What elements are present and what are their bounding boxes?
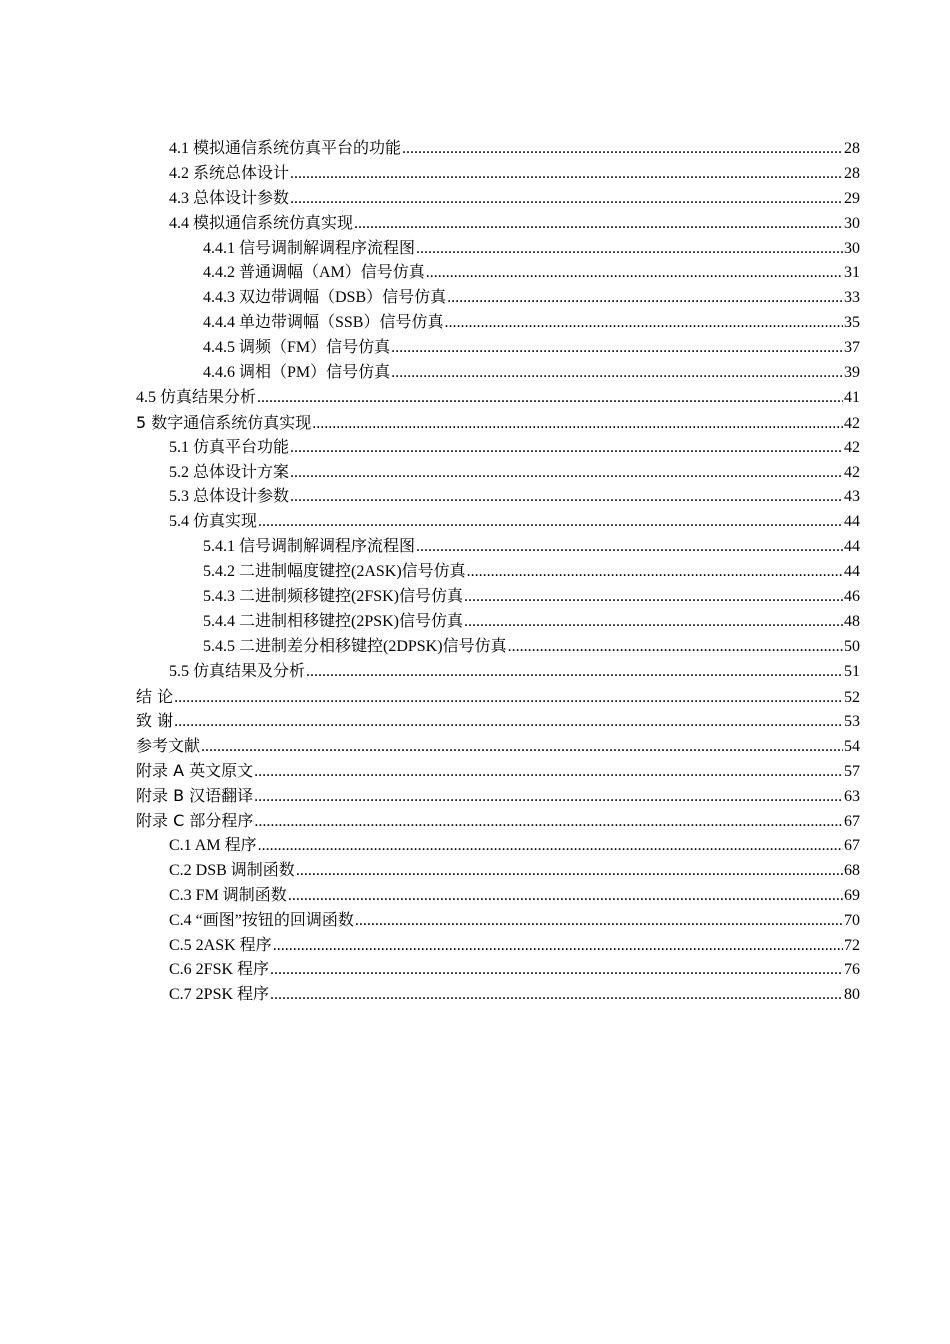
toc-entry-page-number: 67 [844, 813, 860, 831]
toc-entry-page-number: 37 [844, 339, 860, 357]
toc-entry-page-number: 50 [844, 637, 860, 655]
toc-entry[interactable] [136, 734, 860, 759]
toc-entry[interactable] [136, 709, 860, 734]
toc-entry-page-number: 53 [844, 713, 860, 731]
toc-entry-page-number: 44 [844, 563, 860, 581]
toc-entry-title: 4.4.1 信号调制解调程序流程图 [203, 239, 416, 257]
toc-dot-leader [296, 859, 843, 884]
toc-entry[interactable] [136, 311, 860, 336]
toc-entry-title: C.7 2PSK 程序 [169, 986, 270, 1004]
toc-entry[interactable] [136, 436, 860, 461]
toc-entry-title: 5.4.1 信号调制解调程序流程图 [203, 538, 416, 556]
toc-entry[interactable] [136, 461, 860, 486]
toc-entry-title: C.3 FM 调制函数 [169, 886, 287, 904]
toc-entry-page-number: 42 [844, 463, 860, 481]
toc-entry-title: C.2 DSB 调制函数 [169, 861, 295, 879]
toc-dot-leader [402, 137, 843, 162]
toc-entry[interactable] [136, 784, 860, 809]
toc-entry-title: 5.3 总体设计参数 [169, 488, 290, 506]
toc-dot-leader [254, 810, 843, 835]
toc-entry-title: 4.1 模拟通信系统仿真平台的功能 [169, 140, 402, 157]
toc-entry[interactable] [136, 660, 860, 685]
toc-dot-leader [508, 635, 843, 660]
toc-entry-title: 4.4.2 普通调幅（AM）信号仿真 [203, 264, 425, 282]
toc-dot-leader [273, 934, 843, 959]
toc-entry[interactable] [136, 162, 860, 187]
toc-dot-leader [290, 187, 843, 212]
toc-entry-title: 4.4.5 调频（FM）信号仿真 [203, 339, 391, 357]
toc-entry-title: 附录 B 汉语翻译 [136, 786, 254, 806]
toc-entry-title: 附录 A 英文原文 [136, 761, 254, 781]
toc-entry-page-number: 28 [844, 164, 860, 182]
toc-entry-title: 5.5 仿真结果及分析 [169, 662, 306, 680]
toc-entry-page-number: 28 [844, 140, 860, 157]
toc-entry-page-number: 48 [844, 612, 860, 630]
toc-entry[interactable] [136, 187, 860, 212]
toc-entry-title: C.6 2FSK 程序 [169, 961, 270, 979]
toc-entry-page-number: 57 [844, 763, 860, 781]
toc-entry[interactable] [136, 386, 860, 411]
toc-entry[interactable] [136, 560, 860, 585]
toc-entry-page-number: 69 [844, 886, 860, 904]
toc-entry-title: 5.4.5 二进制差分相移键控(2DPSK)信号仿真 [203, 637, 507, 655]
toc-entry-page-number: 46 [844, 588, 860, 606]
toc-entry[interactable] [136, 809, 860, 834]
toc-entry-page-number: 80 [844, 986, 860, 1004]
toc-entry-title: 4.4 模拟通信系统仿真实现 [169, 214, 354, 232]
toc-entry-page-number: 68 [844, 861, 860, 879]
toc-entry-title: 4.4.4 单边带调幅（SSB）信号仿真 [203, 314, 444, 332]
toc-entry-title: 附录 C 部分程序 [136, 811, 254, 831]
toc-dot-leader [391, 361, 843, 386]
toc-entry[interactable] [136, 884, 860, 909]
toc-entry-page-number: 76 [844, 961, 860, 979]
toc-entry[interactable] [136, 759, 860, 784]
toc-entry-title: 5.4.2 二进制幅度键控(2ASK)信号仿真 [203, 563, 466, 581]
toc-entry-title: 参考文献 [136, 736, 201, 756]
toc-entry-page-number: 63 [844, 788, 860, 806]
toc-entry-title: C.5 2ASK 程序 [169, 936, 272, 954]
toc-entry-page-number: 52 [844, 688, 860, 706]
toc-dot-leader [306, 660, 843, 685]
toc-entry-page-number: 30 [844, 214, 860, 232]
toc-entry-title: 5.2 总体设计方案 [169, 463, 290, 481]
toc-entry[interactable] [136, 610, 860, 635]
toc-entry[interactable] [136, 237, 860, 262]
toc-entry[interactable] [136, 635, 860, 660]
toc-entry[interactable] [136, 485, 860, 510]
toc-entry-page-number: 67 [844, 836, 860, 854]
toc-entry-page-number: 70 [844, 911, 860, 929]
toc-entry-title: 5.1 仿真平台功能 [169, 438, 290, 456]
toc-dot-leader [354, 212, 843, 237]
toc-entry-title: 4.4.3 双边带调幅（DSB）信号仿真 [203, 289, 447, 307]
toc-entry[interactable] [136, 958, 860, 983]
toc-dot-leader [254, 760, 843, 785]
toc-entry-page-number: 39 [844, 364, 860, 382]
toc-entry-page-number: 29 [844, 189, 860, 207]
toc-entry-page-number: 51 [844, 662, 860, 680]
toc-entry-title: 结 论 [136, 686, 174, 706]
toc-entry[interactable] [136, 859, 860, 884]
toc-entry[interactable] [136, 585, 860, 610]
toc-dot-leader [201, 735, 843, 760]
toc-entry[interactable] [136, 834, 860, 859]
toc-entry-page-number: 42 [844, 414, 860, 432]
toc-entry[interactable] [136, 261, 860, 286]
toc-entry-title: 5.4 仿真实现 [169, 513, 258, 531]
toc-entry[interactable] [136, 137, 860, 162]
toc-entry-page-number: 54 [844, 738, 860, 756]
toc-dot-leader [391, 336, 843, 361]
toc-entry[interactable] [136, 361, 860, 386]
toc-dot-leader [174, 710, 843, 735]
toc-entry-page-number: 31 [844, 264, 860, 282]
toc-entry-page-number: 30 [844, 239, 860, 257]
toc-entry-page-number: 33 [844, 289, 860, 307]
toc-dot-leader [258, 510, 843, 535]
toc-entry[interactable] [136, 411, 860, 436]
toc-entry[interactable] [136, 909, 860, 934]
toc-entry[interactable] [136, 685, 860, 710]
toc-entry-title: 致 谢 [136, 711, 174, 731]
toc-entry-title: 5.4.4 二进制相移键控(2PSK)信号仿真 [203, 612, 464, 630]
toc-dot-leader [355, 909, 843, 934]
toc-entry[interactable] [136, 286, 860, 311]
toc-dot-leader [290, 162, 843, 187]
toc-dot-leader [464, 585, 843, 610]
toc-entry-title: 5 数字通信系统仿真实现 [136, 412, 312, 432]
toc-dot-leader [290, 485, 843, 510]
toc-entry[interactable] [136, 934, 860, 959]
toc-dot-leader [312, 412, 843, 437]
toc-dot-leader [290, 461, 843, 486]
toc-entry-title: 4.2 系统总体设计 [169, 164, 290, 182]
toc-dot-leader [464, 610, 843, 635]
toc-entry-page-number: 44 [844, 513, 860, 531]
toc-entry[interactable] [136, 336, 860, 361]
toc-dot-leader [416, 535, 843, 560]
toc-entry-page-number: 72 [844, 936, 860, 954]
toc-entry[interactable] [136, 212, 860, 237]
toc-dot-leader [254, 785, 843, 810]
toc-entry-title: 4.4.6 调相（PM）信号仿真 [203, 364, 391, 382]
toc-dot-leader [174, 686, 843, 711]
toc-entry-title: 5.4.3 二进制频移键控(2FSK)信号仿真 [203, 588, 464, 606]
toc-entry-page-number: 43 [844, 488, 860, 506]
toc-entry-title: 4.5 仿真结果分析 [136, 388, 257, 406]
toc-dot-leader [258, 834, 843, 859]
toc-dot-leader [426, 261, 843, 286]
toc-dot-leader [290, 436, 843, 461]
toc-entry-page-number: 41 [844, 388, 860, 406]
toc-entry[interactable] [136, 983, 860, 1008]
toc-entry-page-number: 42 [844, 438, 860, 456]
toc-entry-title: C.4 “画图”按钮的回调函数 [169, 911, 354, 929]
toc-entry-title: C.1 AM 程序 [169, 836, 257, 854]
toc-dot-leader [444, 311, 843, 336]
toc-entry-page-number: 44 [844, 538, 860, 556]
toc-dot-leader [467, 560, 843, 585]
toc-dot-leader [257, 386, 843, 411]
toc-dot-leader [270, 958, 843, 983]
toc-entry[interactable] [136, 510, 860, 535]
table-of-contents [136, 137, 860, 1008]
toc-dot-leader [288, 884, 843, 909]
toc-entry-page-number: 35 [844, 314, 860, 332]
toc-dot-leader [416, 237, 843, 262]
toc-dot-leader [447, 286, 843, 311]
toc-dot-leader [270, 983, 843, 1008]
toc-entry[interactable] [136, 535, 860, 560]
toc-entry-title: 4.3 总体设计参数 [169, 189, 290, 207]
